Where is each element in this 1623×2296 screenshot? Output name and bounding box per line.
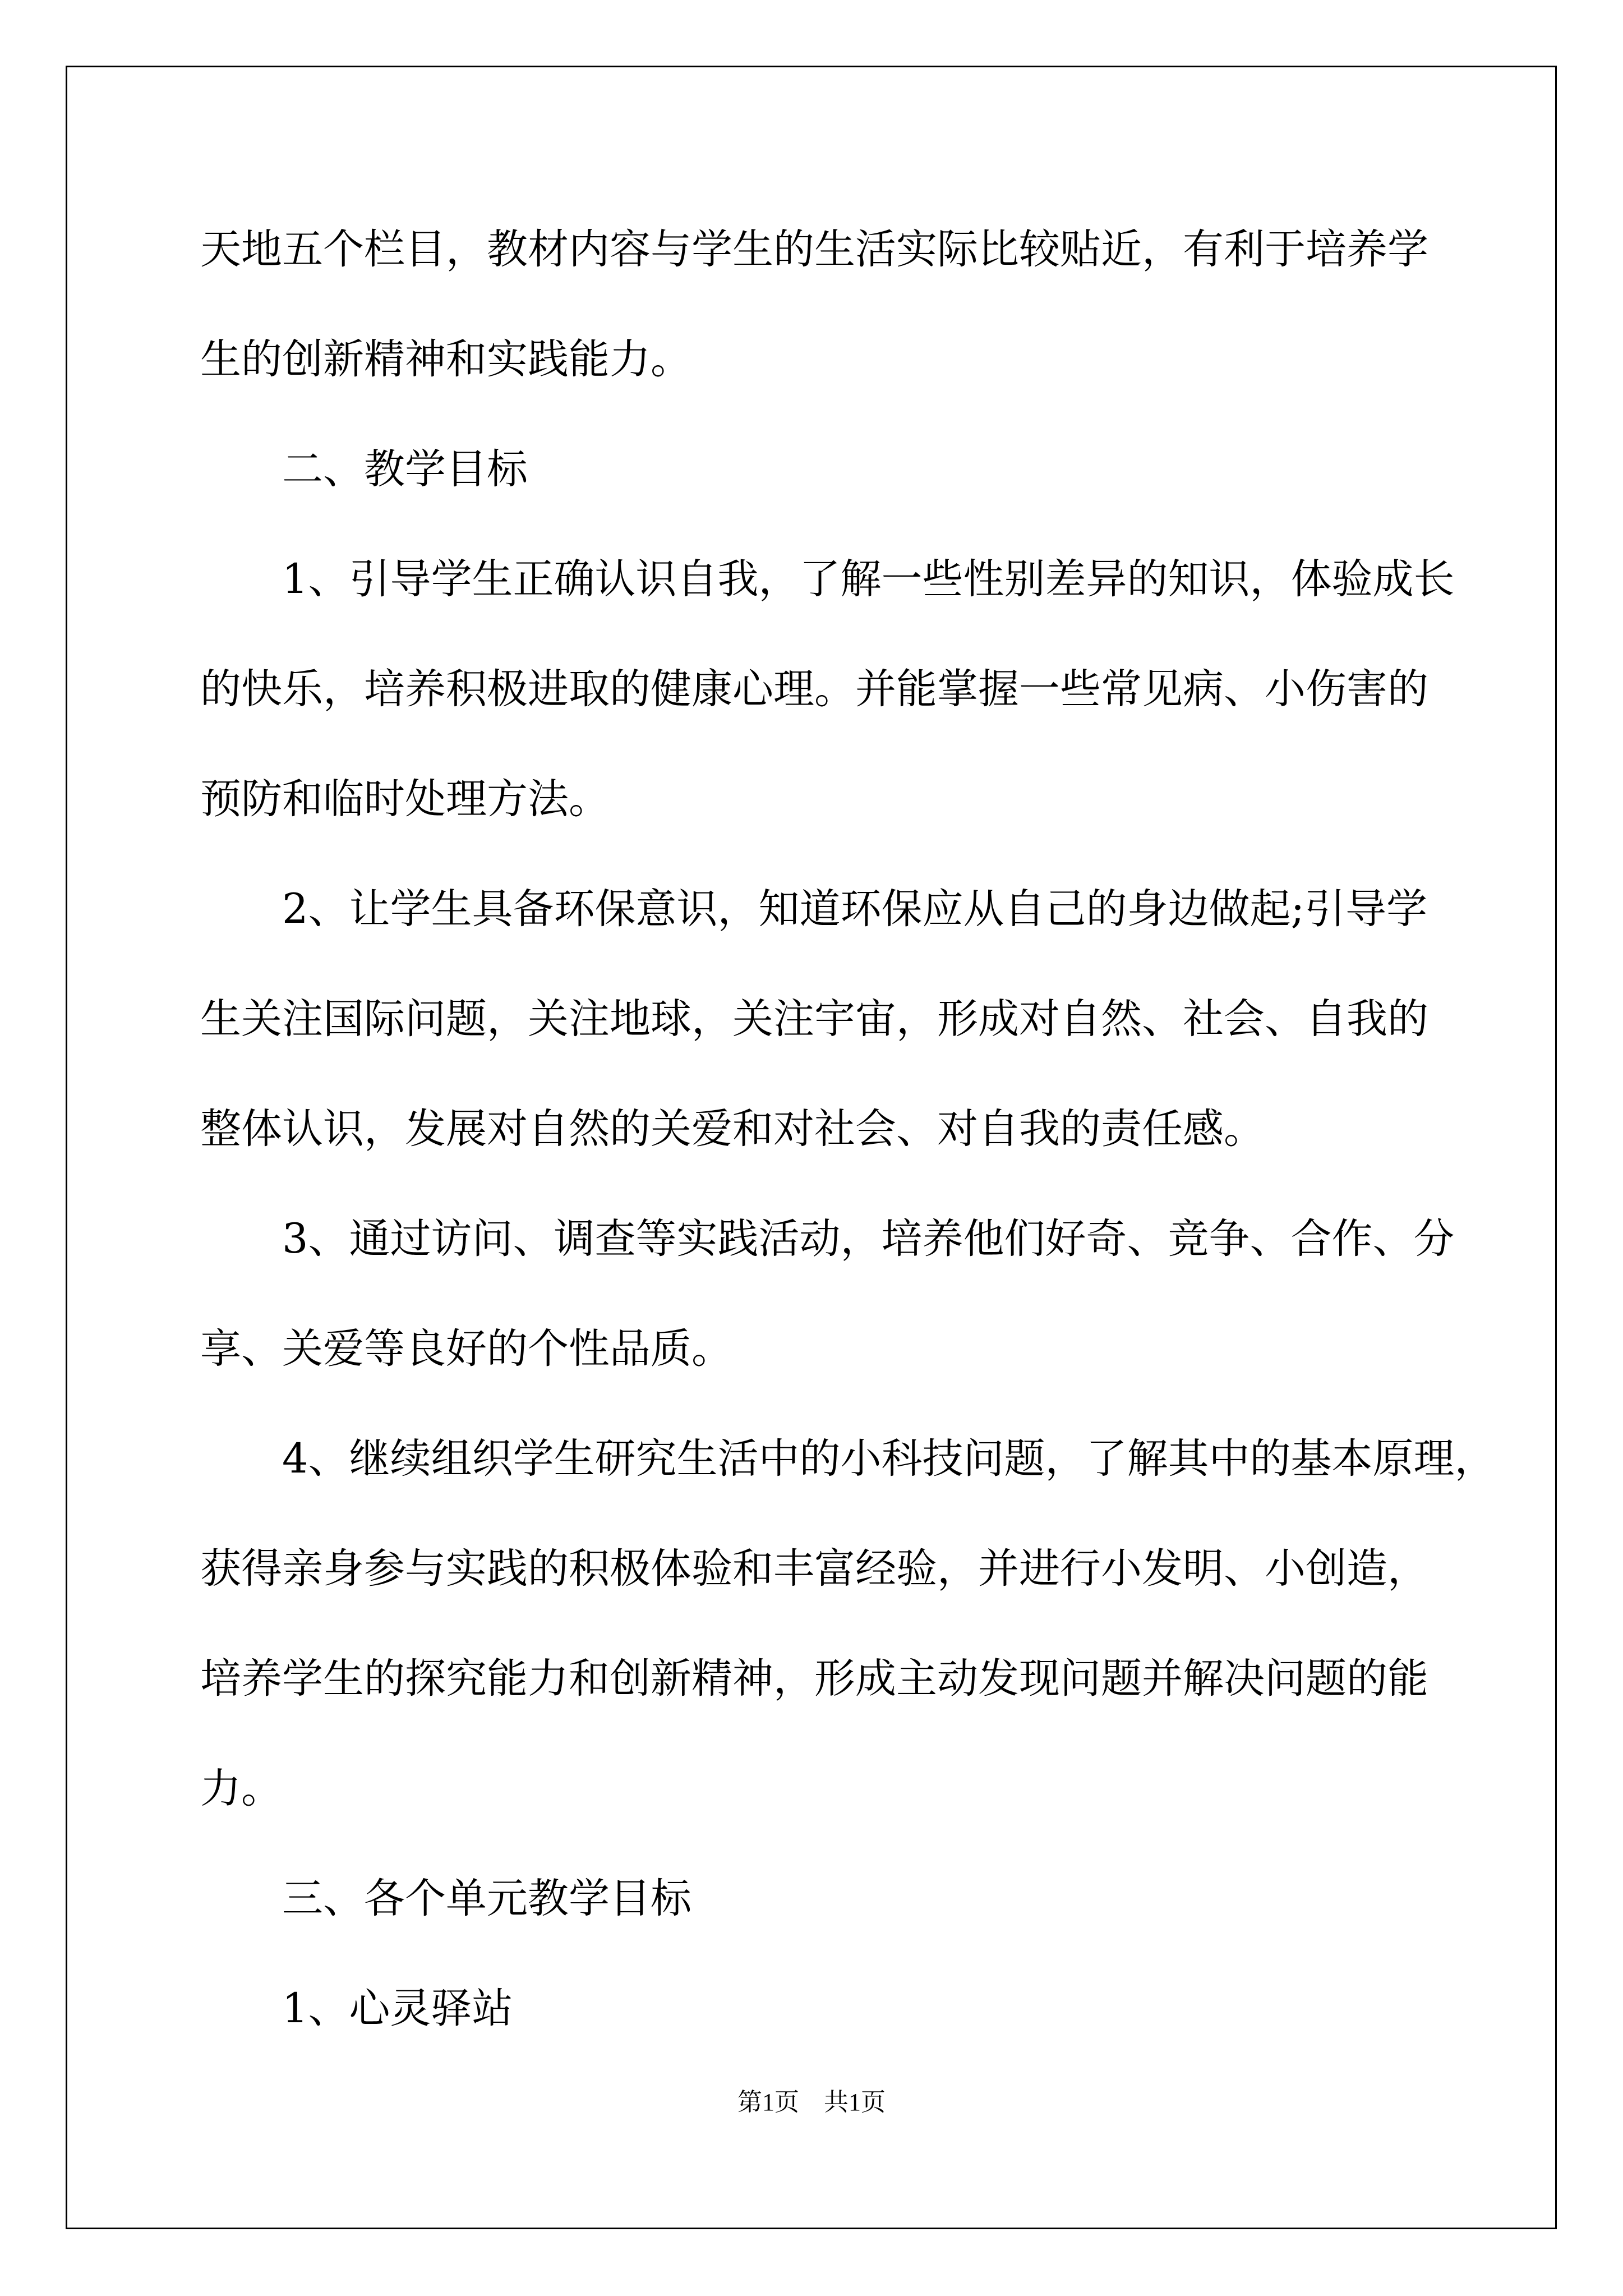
text-line: 生的创新精神和实践能力。	[200, 335, 691, 383]
text-line: 3、通过访问、调查等实践活动，培养他们好奇、竞争、合作、分	[200, 1215, 1455, 1263]
text-line: 的快乐，培养积极进取的健康心理。并能掌握一些常见病、小伤害的	[200, 665, 1428, 713]
text-line: 4、继续组织学生研究生活中的小科技问题，了解其中的基本原理，	[200, 1435, 1496, 1483]
page-number-label: 第1页 共1页	[737, 2088, 886, 2116]
text-line: 1、引导学生正确认识自我，了解一些性别差异的知识，体验成长	[200, 555, 1455, 603]
text-line: 获得亲身参与实践的积极体验和丰富经验，并进行小发明、小创造，	[200, 1545, 1428, 1593]
text-line: 生关注国际问题，关注地球，关注宇宙，形成对自然、社会、自我的	[200, 995, 1428, 1043]
section-heading: 三、各个单元教学目标	[200, 1875, 691, 1922]
text-line: 2、让学生具备环保意识，知道环保应从自己的身边做起;引导学	[200, 885, 1428, 933]
text-line: 享、关爱等良好的个性品质。	[200, 1325, 732, 1373]
text-line: 整体认识，发展对自然的关爱和对社会、对自我的责任感。	[200, 1105, 1265, 1153]
section-heading: 二、教学目标	[200, 445, 528, 493]
text-line: 天地五个栏目，教材内容与学生的生活实际比较贴近，有利于培养学	[200, 226, 1428, 273]
text-line: 预防和临时处理方法。	[200, 775, 610, 823]
text-line: 培养学生的探究能力和创新精神，形成主动发现问题并解决问题的能	[200, 1655, 1428, 1703]
subsection-heading: 1、心灵驿站	[200, 1985, 513, 2032]
text-line: 力。	[200, 1765, 282, 1812]
page-footer	[0, 2086, 1623, 2119]
